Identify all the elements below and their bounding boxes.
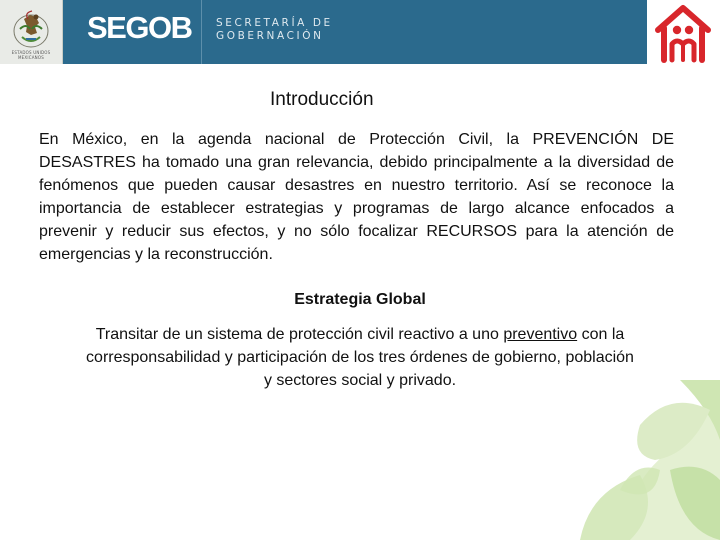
strategy-text-part-1: Transitar de un sistema de protección civil reactivo a uno xyxy=(95,326,504,343)
segob-wordmark: SEGOB xyxy=(87,10,192,45)
strategy-text-part-2: con la corresponsabilidad y participación de los tres órdenes de gobierno, población y sectores social y privado. xyxy=(86,326,634,389)
header xyxy=(0,0,720,66)
segob-banner xyxy=(63,0,647,64)
banner-divider xyxy=(201,0,202,64)
strategy-heading: Estrategia Global xyxy=(294,291,426,308)
agency-line-1: SECRETARÍA DE xyxy=(216,17,333,29)
strategy-paragraph xyxy=(80,323,640,392)
green-leaf-petals-decoration xyxy=(560,380,720,540)
strategy-underlined-word: preventivo xyxy=(503,326,578,343)
seal-caption: ESTADOS UNIDOS MEXICANOS xyxy=(11,50,51,60)
agency-name xyxy=(216,17,346,43)
section-title: Introducción xyxy=(270,89,374,110)
agency-line-2: GOBERNACIÓN xyxy=(216,30,324,42)
intro-paragraph: En México, en la agenda nacional de Protección Civil, la PREVENCIÓN DE DESASTRES ha tomado una gran relevancia, debido principalmente a la diversidad de fenómenos que pueden causar desastres en nuestro territorio. Así se reconoce la importancia de establecer estrategias y programas de largo alcance enfocados a prevenir y reducir sus efectos, y no sólo focalizar RECURSOS para la atención de emergencias y la reconstrucción. xyxy=(39,131,674,263)
house-figures-logo-icon xyxy=(650,0,716,64)
coat-of-arms-badge xyxy=(0,0,63,64)
mexican-coat-of-arms-icon xyxy=(6,5,56,51)
house-figures-logo xyxy=(650,0,720,66)
